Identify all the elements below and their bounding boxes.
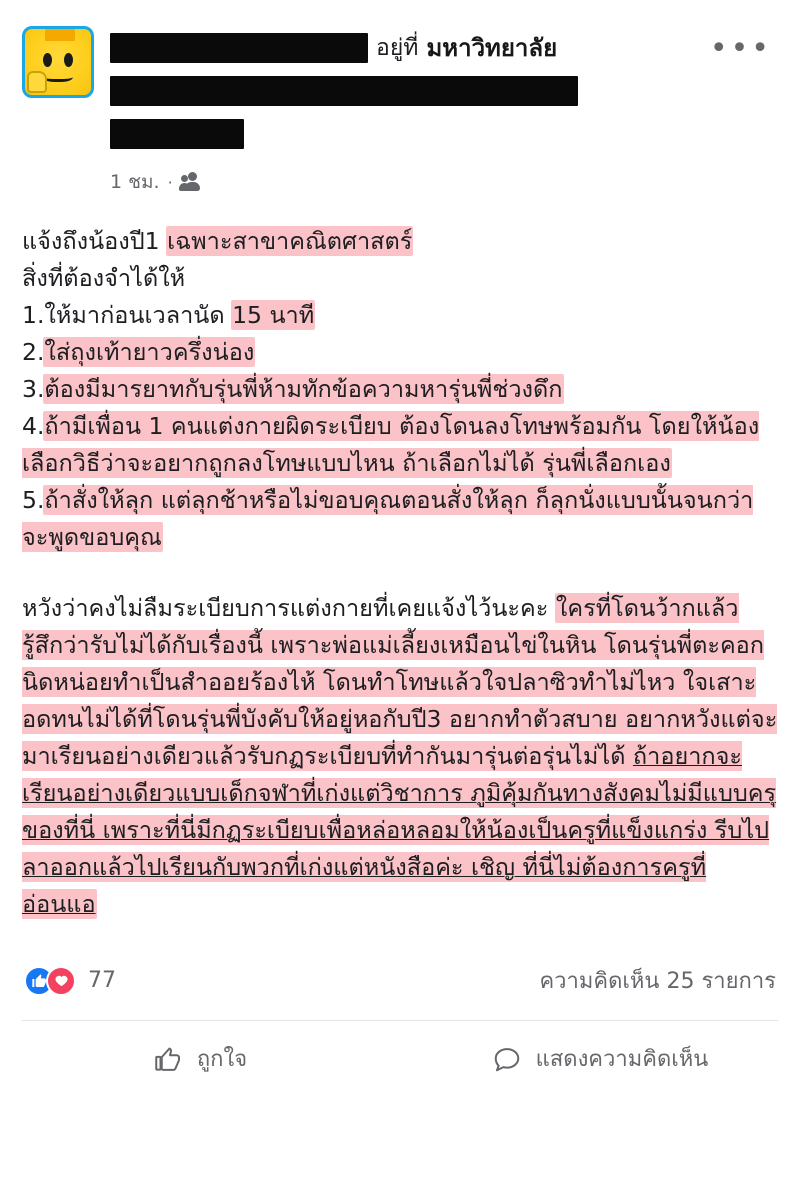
post-paragraph-2-highlight-2: ถ้าอยากจะเรียนอย่างเดียวแบบเด็กจฬาที่เก่งแต่วิชาการ ภูมิคุ้มกันทางสังคมไม่มีแบบครุของที่นี่ เพราะที่นี่มีกฏระเบียบเพื่อหล่อหลอมให้น้องเป็นครูที่แข็งแกร่ง รีบไปลาออกแล้วไปเรียนกับพวกที่เก่งแต่หนังสือค่ะ เชิญ ที่นี่ไม่ต้องการครูที่อ่อนแอ xyxy=(22,742,777,918)
post-line-3-plain: 1.ให้มาก่อนเวลานัด xyxy=(22,301,233,329)
like-button[interactable] xyxy=(0,1041,400,1076)
post-author-block xyxy=(110,26,700,197)
post-line-5-plain: 3. xyxy=(22,375,45,403)
post-paragraph-2-plain: หวังว่าคงไม่ลืมระเบียบการแต่งกายที่เคยแจ้งไว้นะคะ xyxy=(22,594,556,622)
post-line-6 xyxy=(22,408,778,482)
avatar-hair xyxy=(45,26,75,41)
post-paragraph-2-highlight-1: ใครที่โดนว้ากแล้วรู้สึกว่ารับไม่ได้กับเรื่องนี้ เพราะพ่อแม่เลี้ยงเหมือนไข่ในหิน โดนรุ่นพี่ตะคอกนิดหน่อยทำเป็นสำออยร้องไห้ โดนทำโทษแล้วใจปลาซิวทำไม่ไหว ใจเสาะ อดทนไม่ได้ที่โดนรุ่นพี่บังคับให้อยู่หอกับปี3 อยากทำตัวสบาย อยากหวังแต่จะมาเรียนอย่างเดียวแล้วรับกฏระเบียบที่ทำกันมารุ่นต่อรุ่นไม่ได้ xyxy=(22,594,778,770)
avatar-mouth xyxy=(43,70,73,82)
avatar-eye-left xyxy=(43,53,52,67)
redacted-author-name xyxy=(110,33,368,63)
reaction-count: 77 xyxy=(88,968,116,993)
checkin-preposition: อยู่ที่ xyxy=(376,34,419,61)
redacted-line-3-wrap xyxy=(110,110,700,153)
redacted-place-detail-2 xyxy=(110,119,244,149)
post-line-2: สิ่งที่ต้องจำได้ให้ xyxy=(22,264,186,292)
post-header xyxy=(0,0,800,197)
friends-icon[interactable] xyxy=(181,172,205,192)
checkin-place[interactable]: มหาวิทยาลัย xyxy=(426,34,558,62)
post-meta xyxy=(110,167,700,197)
like-button-label: ถูกใจ xyxy=(196,1047,248,1072)
thumbs-up-outline-icon xyxy=(153,1044,183,1074)
redacted-place-detail xyxy=(110,76,578,106)
post-line-4 xyxy=(22,334,778,371)
post-line-4-plain: 2. xyxy=(22,338,45,366)
post-body xyxy=(0,197,800,923)
post-timestamp[interactable]: 1 ชม. xyxy=(110,171,160,193)
post-line-4-highlight: ใส่ถุงเท้ายาวครึ่งน่อง xyxy=(44,338,255,366)
paragraph-gap xyxy=(22,556,778,590)
comment-bubble-icon xyxy=(492,1044,522,1074)
post-action-bar xyxy=(0,1021,800,1076)
reaction-summary[interactable] xyxy=(24,966,116,996)
post-line-7 xyxy=(22,482,778,556)
avatar-hand xyxy=(27,71,47,93)
more-options-icon[interactable]: ••• xyxy=(709,31,772,66)
post-line-3-highlight: 15 นาที xyxy=(232,301,315,329)
comment-button-label: แสดงความคิดเห็น xyxy=(535,1047,709,1072)
reactions-bar xyxy=(0,937,800,998)
comment-button[interactable] xyxy=(400,1041,800,1076)
comment-count-label[interactable]: ความคิดเห็น 25 รายการ xyxy=(539,969,776,994)
post-line-6-highlight: ถ้ามีเพื่อน 1 คนแต่งกายผิดระเบียบ ต้องโดนลงโทษพร้อมกัน โดยให้น้องเลือกวิธีว่าจะอยากถูกลงโทษแบบไหน ถ้าเลือกไม่ได้ รุ่นพี่เลือกเอง xyxy=(22,412,760,477)
post-line-7-highlight: ถ้าสั่งให้ลุก แต่ลุกช้าหรือไม่ขอบคุณตอนสั่งให้ลุก ก็ลุกนั่งแบบนั้นจนกว่าจะพูดขอบคุณ xyxy=(22,486,754,551)
post-line-1-highlight: เฉพาะสาขาคณิตศาสตร์ xyxy=(167,227,413,255)
post-line-3 xyxy=(22,297,778,334)
avatar-eye-right xyxy=(64,53,73,67)
meta-separator: · xyxy=(167,172,173,192)
post-line-6-plain: 4. xyxy=(22,412,45,440)
post-line-5-highlight: ต้องมีมารยาทกับรุ่นพี่ห้ามทักข้อความหารุ่นพี่ช่วงดึก xyxy=(44,375,563,403)
post-paragraph-2 xyxy=(22,590,778,923)
redacted-line-2-wrap xyxy=(110,67,700,110)
post-line-1 xyxy=(22,223,778,260)
heart-icon xyxy=(46,966,76,996)
author-name-line xyxy=(110,28,700,67)
avatar[interactable] xyxy=(22,26,94,98)
post-line-5 xyxy=(22,371,778,408)
post-line-7-plain: 5. xyxy=(22,486,45,514)
post-line-1-plain: แจ้งถึงน้องปี1 xyxy=(22,227,168,255)
